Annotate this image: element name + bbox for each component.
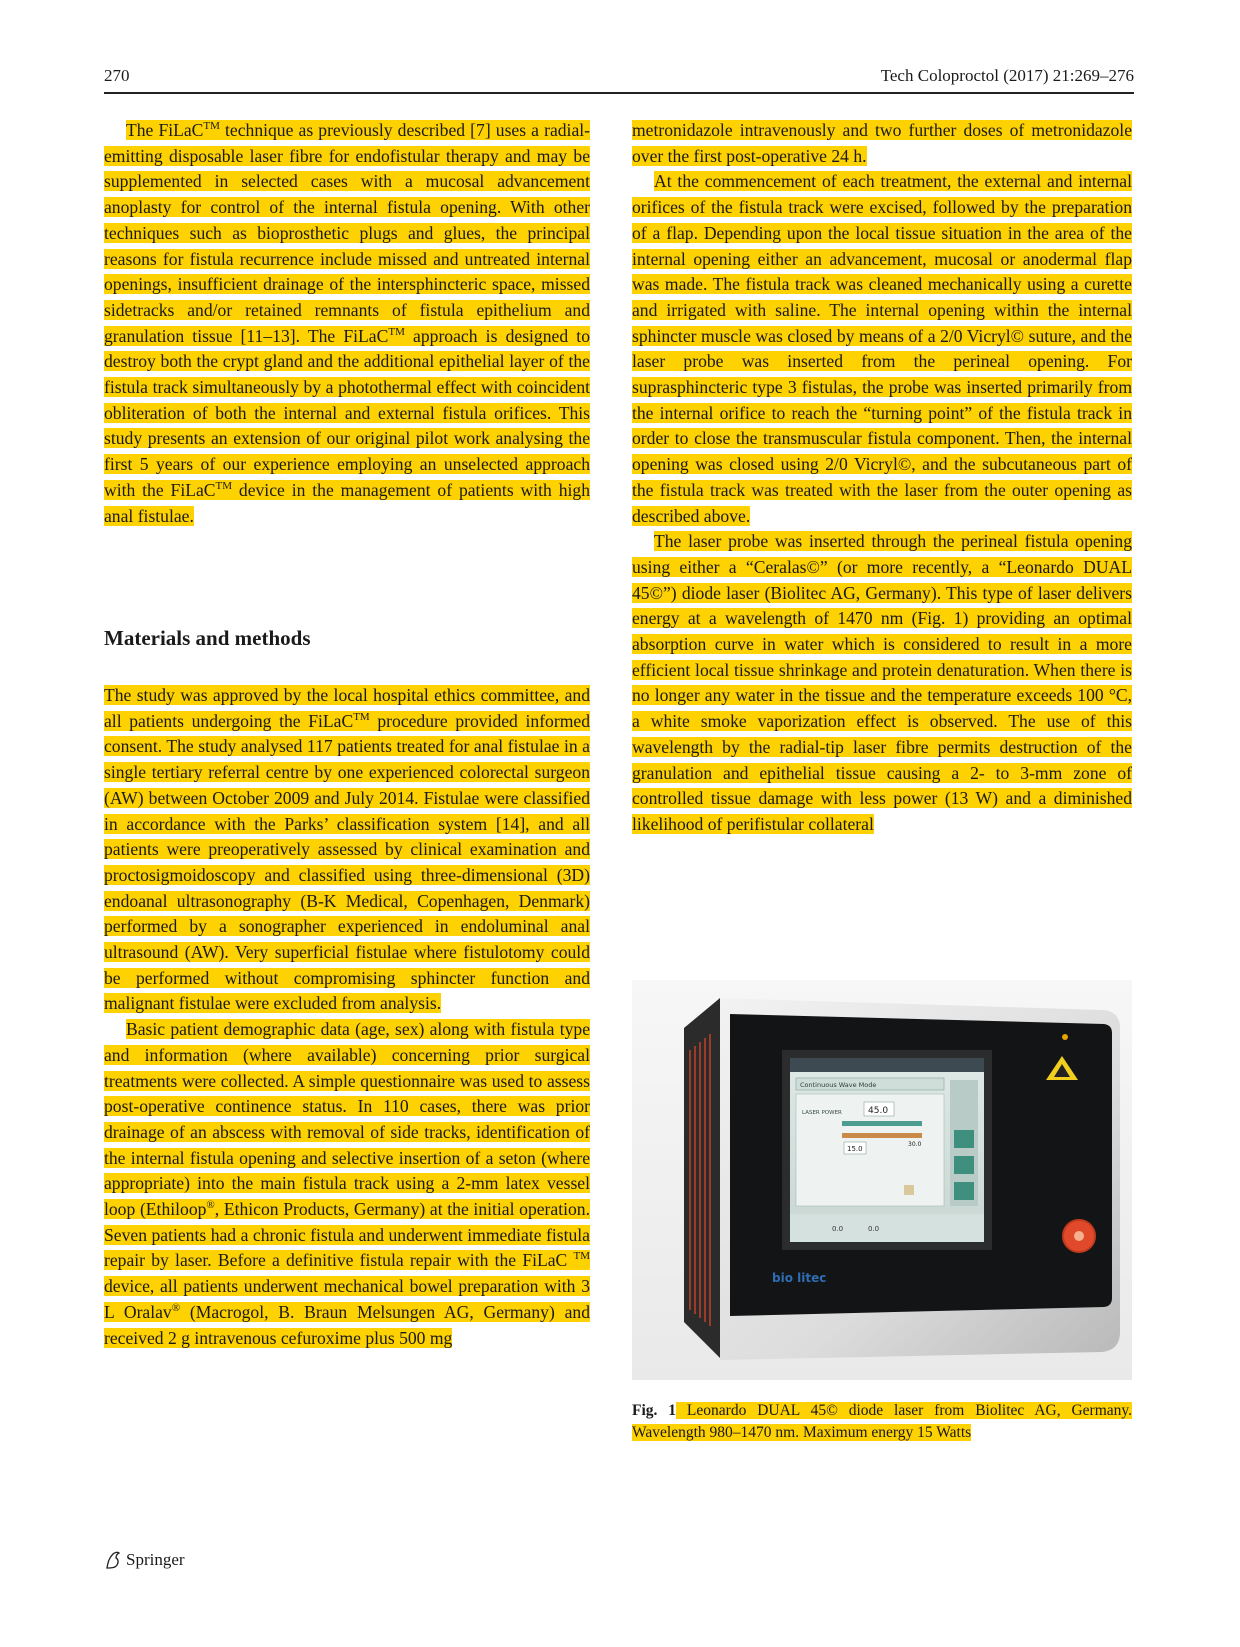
right-paragraph-3: The laser probe was inserted through the perineal fistula opening using either a “Ceralas©” (or more recently, a “Leonardo DUAL 45©”) diode laser (Biolitec AG, Germany). This type of laser delivers energy at a wavelength of 1470 nm (Fig. 1) providing an optimal absorption curve in water which is considered to result in a more efficient local tissue shrinkage and protein denaturation. When there is no longer any water in the tissue and the temperature exceeds 100 °C, a white smoke vaporization effect is observed. The use of this wavelength by the radial-tip laser fibre permits destruction of the granulation and epithelial tissue causing a 2- to 3-mm zone of controlled tissue damage with less power (13 W) and a diminished likelihood of perifistular collateral — [632, 531, 1132, 834]
right-paragraph-1: metronidazole intravenously and two further doses of metronidazole over the first post-operative 24 h. — [632, 120, 1132, 166]
screen-laser-power-label: LASER POWER — [802, 1110, 842, 1116]
right-column — [632, 118, 1132, 838]
intro-paragraph: The FiLaC™ technique as previously described [7] uses a radial-emitting disposable laser fibre for endofistular therapy and may be supplemented in selected cases with a mucosal advancement anoplasty for control of the internal fistula opening. With other techniques such as bioprosthetic plugs and glues, the principal reasons for fistula recurrence include missed and untreated internal openings, insufficient drainage of the intersphincteric space, missed sidetracks and/or retained remnants of fistula epithelium and granulation tissue [11–13]. The FiLaC™ approach is designed to destroy both the crypt gland and the additional epithelial layer of the fistula track simultaneously by a photothermal effect with coincident obliteration of both the internal and external fistula orifices. This study presents an extension of our original pilot work analysing the first 5 years of our experience employing an unselected approach with the FiLaC™ device in the management of patients with high anal fistulae. — [104, 120, 590, 526]
figure-caption — [632, 1400, 1132, 1444]
left-column-methods — [104, 683, 590, 1351]
right-paragraph-2: At the commencement of each treatment, the external and internal orifices of the fistula track were excised, followed by the preparation of a flap. Depending upon the local tissue situation in the area of the internal opening either an advancement, mucosal or anodermal flap was made. The fistula track was cleaned mechanically using a curette and irrigated with saline. The internal opening within the internal sphincter muscle was closed by means of a 2/0 Vicryl© suture, and the laser probe was inserted from the perineal opening. For suprasphincteric type 3 fistulas, the probe was inserted primarily from the internal orifice to reach the “turning point” of the fistula track in order to close the transmuscular fistula component. Then, the internal opening was closed using 2/0 Vicryl©, and the subcutaneous part of the fistula track was treated with the laser from the outer opening as described above. — [632, 171, 1132, 526]
laser-device-illustration — [632, 980, 1132, 1380]
caption-text: Leonardo DUAL 45© diode laser from Biolitec AG, Germany. Wavelength 980–1470 nm. Maximum energy 15 Watts — [632, 1402, 1133, 1441]
header-rule — [104, 92, 1134, 94]
screen-low-value: 15.0 — [847, 1145, 863, 1153]
left-column-intro — [104, 118, 590, 529]
screen-high-value: 30.0 — [908, 1141, 922, 1148]
screen-bottom-left: 0.0 — [832, 1225, 844, 1233]
springer-horse-icon — [104, 1550, 122, 1570]
screen-power-value: 45.0 — [868, 1106, 889, 1116]
publisher-footer — [104, 1550, 185, 1570]
methods-paragraph-1: The study was approved by the local hospital ethics committee, and all patients undergoing the FiLaC™ procedure provided informed consent. The study analysed 117 patients treated for anal fistulae in a single tertiary referral centre by one experienced colorectal surgeon (AW) between October 2009 and July 2014. Fistulae were classified in accordance with the Parks’ classification system [14], and all patients were preoperatively assessed by clinical examination and proctosigmoidoscopy and classified using three-dimensional (3D) endoanal ultrasonography (B-K Medical, Copenhagen, Denmark) performed by a sonographer experienced in endoluminal anal ultrasound (AW). Very superficial fistulae where fistulotomy could be performed without compromising sphincter function and malignant fistulae were excluded from analysis. — [104, 685, 590, 1014]
figure-1-image — [632, 980, 1132, 1380]
methods-paragraph-2: Basic patient demographic data (age, sex) along with fistula type and information (where available) concerning prior surgical treatments were collected. A simple questionnaire was used to assess post-operative continence status. In 110 cases, there was prior drainage of an abscess with removal of side tracks, identification of the internal fistula opening and selective insertion of a seton (where appropriate) into the main fistula track using a 2-mm latex vessel loop (Ethiloop®, Ethicon Products, Germany) at the initial operation. Seven patients had a chronic fistula and underwent immediate fistula repair by laser. Before a definitive fistula repair with the FiLaC ™ device, all patients underwent mechanical bowel preparation with 3 L Oralav® (Macrogol, B. Braun Melsungen AG, Germany) and received 2 g intravenous cefuroxime plus 500 mg — [104, 1019, 590, 1348]
screen-bottom-right: 0.0 — [868, 1225, 880, 1233]
page-number: 270 — [104, 66, 130, 85]
brand-logo: bio litec — [772, 1271, 827, 1285]
section-heading: Materials and methods — [104, 626, 311, 650]
screen-mode-title: Continuous Wave Mode — [800, 1081, 877, 1089]
publisher-name: Springer — [126, 1550, 185, 1569]
journal-citation: Tech Coloproctol (2017) 21:269–276 — [880, 66, 1134, 85]
caption-label: Fig. 1 — [632, 1402, 677, 1419]
